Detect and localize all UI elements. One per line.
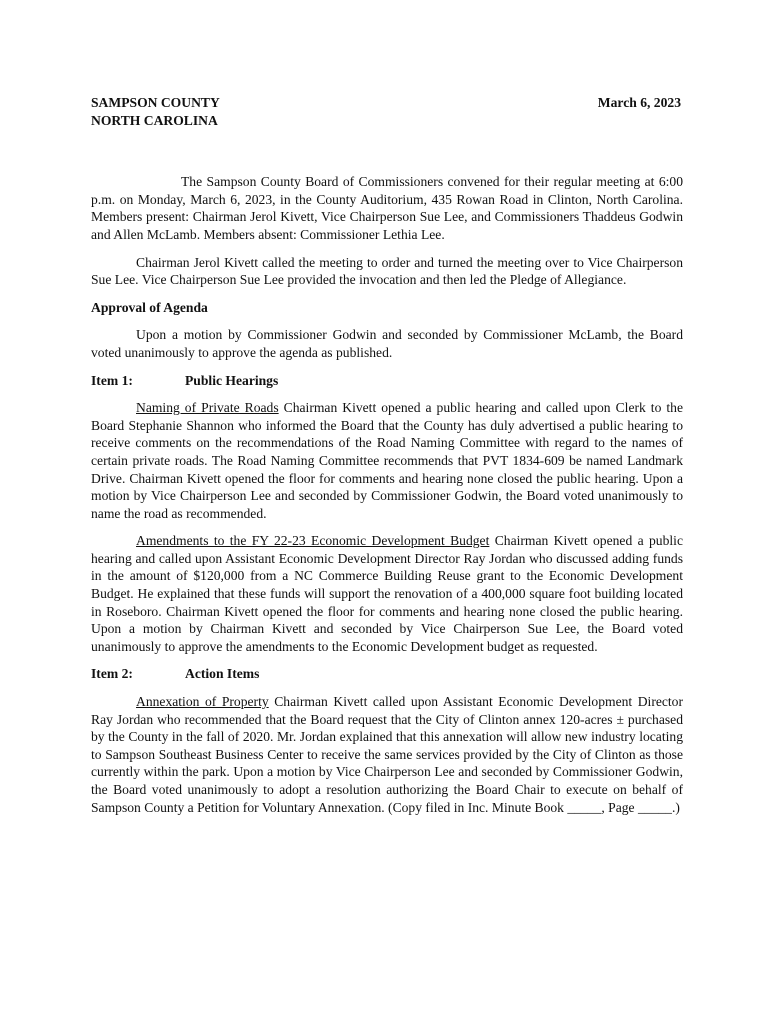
agenda-paragraph: Upon a motion by Commissioner Godwin and seconded by Commissioner McLamb, the Board voted unanimously to approve the agenda as published. <box>91 327 683 360</box>
agenda-heading: Approval of Agenda <box>91 299 208 315</box>
item1-title: Public Hearings <box>185 372 279 388</box>
call-to-order-paragraph: Chairman Jerol Kivett called the meeting to order and turned the meeting over to Vice Chairperson Sue Lee. Vice Chairperson Sue Lee provided the invocation and then led the Pledge of Allegiance. <box>91 254 683 288</box>
private-roads-text: Chairman Kivett opened a public hearing and called upon Clerk to the Board Stephanie Shannon who informed the Board that the County has duly advertised a public hearing to receive comments on the recommendations of the Road Naming Committee with regard to the names of certain private roads. The Road Naming Committee recommends that PVT 1834-609 be named Landmark Drive. Chairman Kivett opened the floor for comments and hearing none closed the public hearing. Upon a motion by Vice Chairperson Lee and seconded by Commissioner Godwin, the Board voted unanimously to name the road as recommended. <box>91 400 683 521</box>
county-name: SAMPSON COUNTY <box>91 95 220 110</box>
item2-number: Item 2: <box>91 666 133 682</box>
document-header <box>91 94 683 129</box>
state-name: NORTH CAROLINA <box>91 112 218 128</box>
private-roads-paragraph <box>91 399 683 522</box>
meeting-date: March 6, 2023 <box>597 95 681 110</box>
item1-heading <box>91 372 683 390</box>
item2-heading <box>91 665 683 683</box>
intro-paragraph: The Sampson County Board of Commissioners convened for their regular meeting at 6:00 p.m. on Monday, March 6, 2023, in the County Auditorium, 435 Rowan Road in Clinton, North Carolina. Members present: Chairman Jerol Kivett, Vice Chairperson Sue Lee, and Commissioners Thaddeus Godwin and Allen McLamb. Members absent: Commissioner Lethia Lee. <box>91 174 683 242</box>
annexation-paragraph <box>91 693 683 816</box>
annexation-label: Annexation of Property <box>136 694 269 710</box>
item2-title: Action Items <box>185 666 260 682</box>
annexation-text: Chairman Kivett called upon Assistant Economic Development Director Ray Jordan who recommended that the Board request that the City of Clinton annex 120-acres ± purchased by the County in the fall of 2020. Mr. Jordan explained that this annexation will allow new industry locating to Sampson Southeast Business Center to receive the same services provided by the City of Clinton as those currently within the park. Upon a motion by Vice Chairperson Lee and seconded by Commissioner Godwin, the Board voted unanimously to adopt a resolution authorizing the Board Chair to execute on behalf of Sampson County a Petition for Voluntary Annexation. (Copy filed in Inc. Minute Book _____, Page _____.) <box>91 694 684 815</box>
item1-number: Item 1: <box>91 372 133 388</box>
budget-amendment-label: Amendments to the FY 22-23 Economic Development Budget <box>136 533 490 549</box>
budget-amendment-text: Chairman Kivett opened a public hearing and called upon Assistant Economic Development Director Ray Jordan who discussed adding funds in the amount of $120,000 from a NC Commerce Building Reuse grant to the Economic Development Budget. He explained that these funds will support the renovation of a 400,000 square foot building located in Roseboro. Chairman Kivett opened the floor for comments and hearing none closed the public hearing. Upon a motion by Chairman Kivett and seconded by Vice Chairperson Sue Lee, the Board voted unanimously to approve the amendments to the Economic Development budget as requested. <box>91 533 683 654</box>
header-location <box>91 94 220 129</box>
document-body <box>91 94 683 826</box>
private-roads-label: Naming of Private Roads <box>136 400 279 416</box>
budget-amendment-paragraph <box>91 532 683 655</box>
